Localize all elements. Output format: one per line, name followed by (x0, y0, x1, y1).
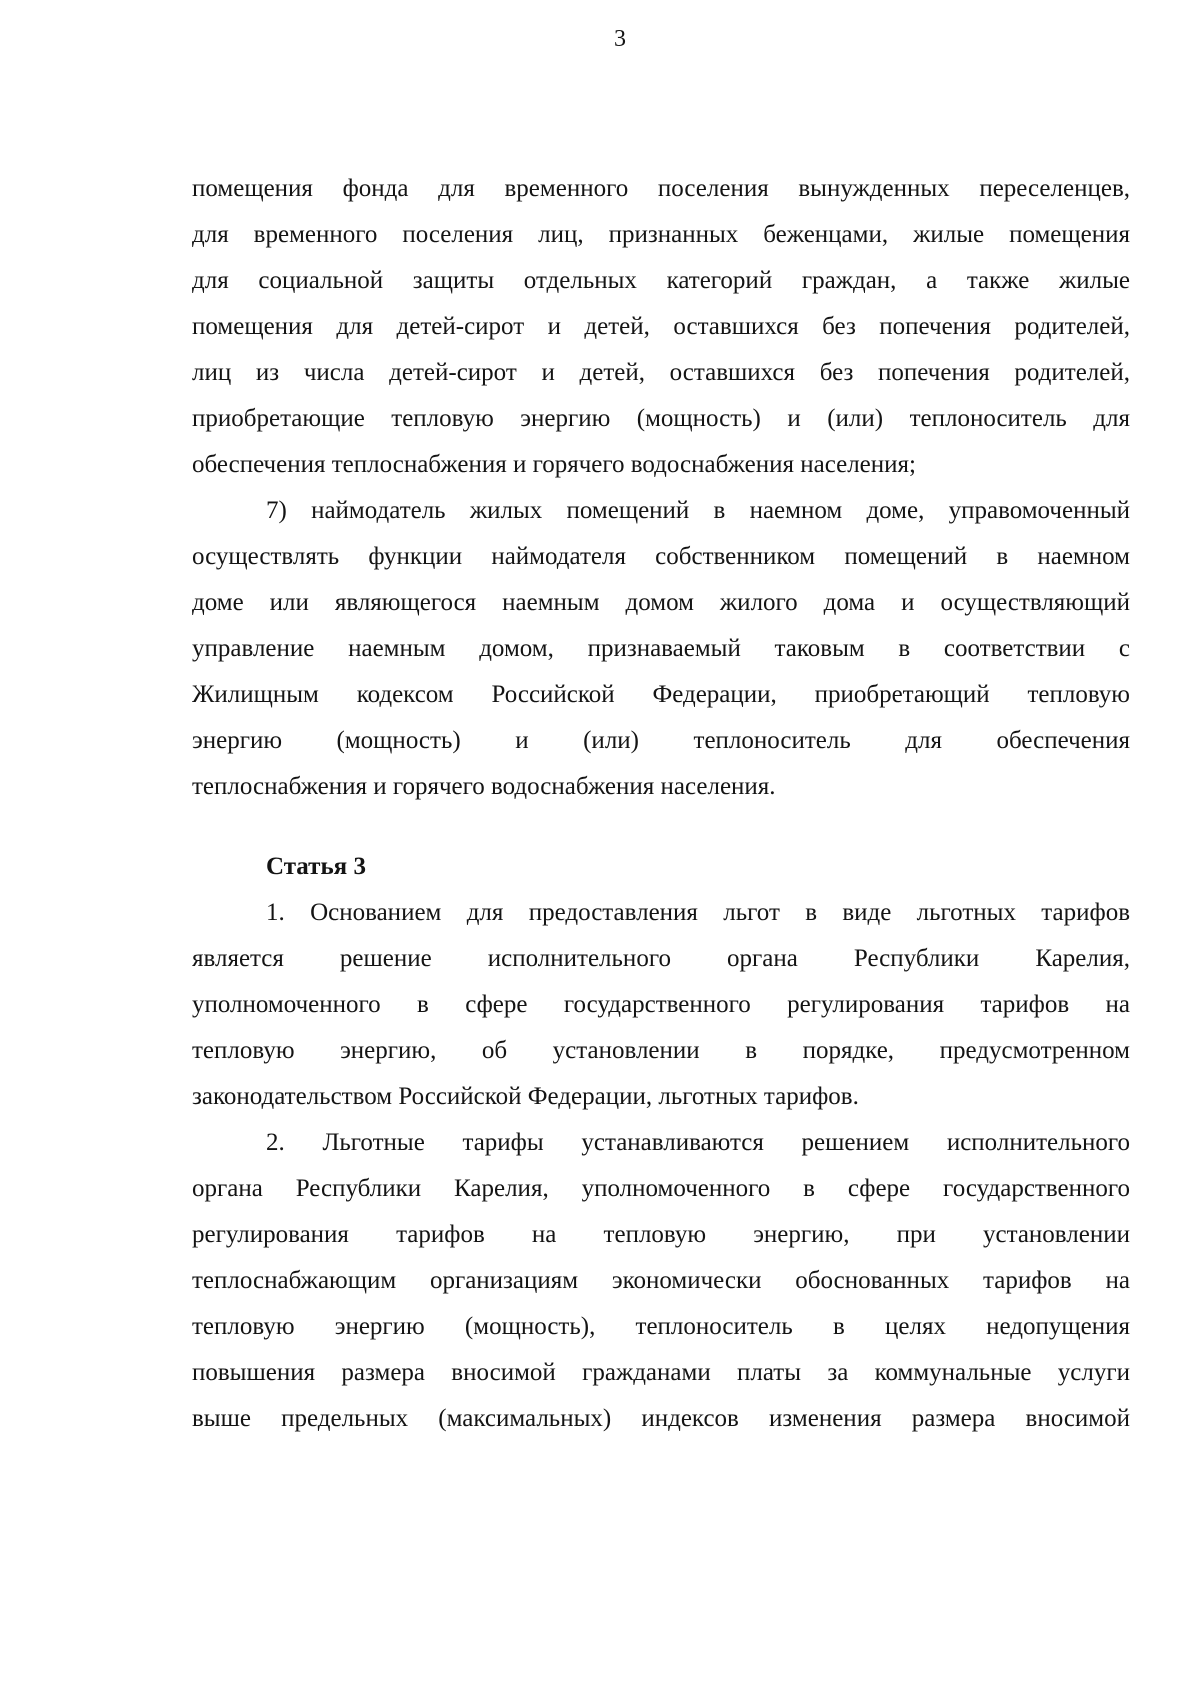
text-line: регулирования тарифов на тепловую энергию, при установлении (192, 1221, 1130, 1248)
text-line: органа Республики Карелия, уполномоченного в сфере государственного (192, 1175, 1130, 1202)
section-gap (192, 810, 1130, 844)
paragraph-6-continued (192, 166, 1130, 488)
article-3-item-1 (192, 890, 1130, 1120)
text-line: выше предельных (максимальных) индексов изменения размера вносимой (192, 1405, 1130, 1432)
text-line: тепловую энергию (мощность), теплоноситель в целях недопущения (192, 1313, 1130, 1340)
paragraph-7 (192, 488, 1130, 810)
text-line: управление наемным домом, признаваемый таковым в соответствии с (192, 635, 1130, 662)
text-line: 7) наймодатель жилых помещений в наемном доме, управомоченный (266, 497, 1130, 524)
text-line: осуществлять функции наймодателя собственником помещений в наемном (192, 543, 1130, 570)
text-line: теплоснабжения и горячего водоснабжения населения. (192, 773, 776, 800)
text-line: для временного поселения лиц, признанных беженцами, жилые помещения (192, 221, 1130, 248)
text-line: Жилищным кодексом Российской Федерации, приобретающий тепловую (192, 681, 1130, 708)
page-number: 3 (614, 26, 626, 52)
text-line: обеспечения теплоснабжения и горячего водоснабжения населения; (192, 451, 916, 478)
article-heading: Статья 3 (266, 853, 366, 880)
text-line: энергию (мощность) и (или) теплоноситель для обеспечения (192, 727, 1130, 754)
text-line: тепловую энергию, об установлении в порядке, предусмотренном (192, 1037, 1130, 1064)
text-line: лиц из числа детей-сирот и детей, оставшихся без попечения родителей, (192, 359, 1130, 386)
text-line: повышения размера вносимой гражданами платы за коммунальные услуги (192, 1359, 1130, 1386)
text-line: 1. Основанием для предоставления льгот в виде льготных тарифов (266, 899, 1130, 926)
text-line: доме или являющегося наемным домом жилого дома и осуществляющий (192, 589, 1130, 616)
text-line: помещения для детей-сирот и детей, оставшихся без попечения родителей, (192, 313, 1130, 340)
article-3-item-2 (192, 1120, 1130, 1442)
document-body (192, 166, 1130, 1442)
text-line: 2. Льготные тарифы устанавливаются решением исполнительного (266, 1129, 1130, 1156)
text-line: является решение исполнительного органа Республики Карелия, (192, 945, 1130, 972)
text-line: законодательством Российской Федерации, льготных тарифов. (192, 1083, 859, 1110)
text-line: уполномоченного в сфере государственного регулирования тарифов на (192, 991, 1130, 1018)
text-line: приобретающие тепловую энергию (мощность) и (или) теплоноситель для (192, 405, 1130, 432)
text-line: для социальной защиты отдельных категорий граждан, а также жилые (192, 267, 1130, 294)
text-line: теплоснабжающим организациям экономически обоснованных тарифов на (192, 1267, 1130, 1294)
text-line: помещения фонда для временного поселения вынужденных переселенцев, (192, 175, 1130, 202)
